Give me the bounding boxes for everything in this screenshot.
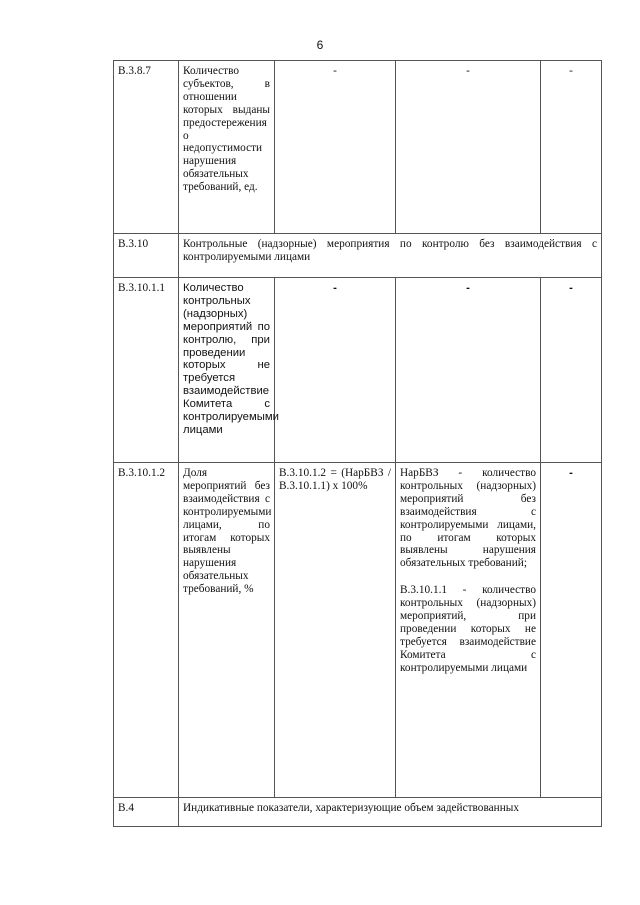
row-description: - (396, 61, 541, 234)
table-row-section (114, 234, 602, 278)
row-code: В.3.8.7 (114, 61, 179, 234)
row-description: - (396, 278, 541, 463)
section-heading: Индикативные показатели, характеризующие объем задействованных (179, 798, 602, 827)
table-row-section (114, 798, 602, 827)
row-code: В.4 (114, 798, 179, 827)
row-extra: - (541, 463, 602, 798)
row-description (396, 463, 541, 798)
row-code: В.3.10.1.2 (114, 463, 179, 798)
table-row (114, 278, 602, 463)
row-name: Количество субъектов, в отношении которых выданы предостережения о недопустимости нарушения обязательных требований, ед. (179, 61, 275, 234)
row-extra: - (541, 278, 602, 463)
row-formula: - (275, 278, 396, 463)
description-paragraph: НарБВЗ - количество контрольных (надзорных) мероприятий без взаимодействия с контролируемыми лицами, по итогам которых выявлены нарушения обязательных требований; (400, 467, 536, 570)
row-code: В.3.10 (114, 234, 179, 278)
row-formula: В.3.10.1.2 = (НарБВЗ / В.3.10.1.1) x 100% (275, 463, 396, 798)
row-name: Количество контрольных (надзорных) мероприятий по контролю, при проведении которых не требуется взаимодействие Комитета с контролируемыми лицами (179, 278, 275, 463)
row-name: Доля мероприятий без взаимодействия с контролируемыми лицами, по итогам которых выявлены нарушения обязательных требований, % (179, 463, 275, 798)
row-formula: - (275, 61, 396, 234)
description-paragraph: В.3.10.1.1 - количество контрольных (надзорных) мероприятий, при проведении которых не требуется взаимодействие Комитета с контролируемыми лицами (400, 584, 536, 674)
page-number: 6 (316, 38, 324, 52)
section-heading: Контрольные (надзорные) мероприятия по контролю без взаимодействия с контролируемыми лицами (179, 234, 602, 278)
row-code: В.3.10.1.1 (114, 278, 179, 463)
indicators-table (113, 60, 602, 827)
table-row (114, 463, 602, 798)
row-extra: - (541, 61, 602, 234)
table-row (114, 61, 602, 234)
